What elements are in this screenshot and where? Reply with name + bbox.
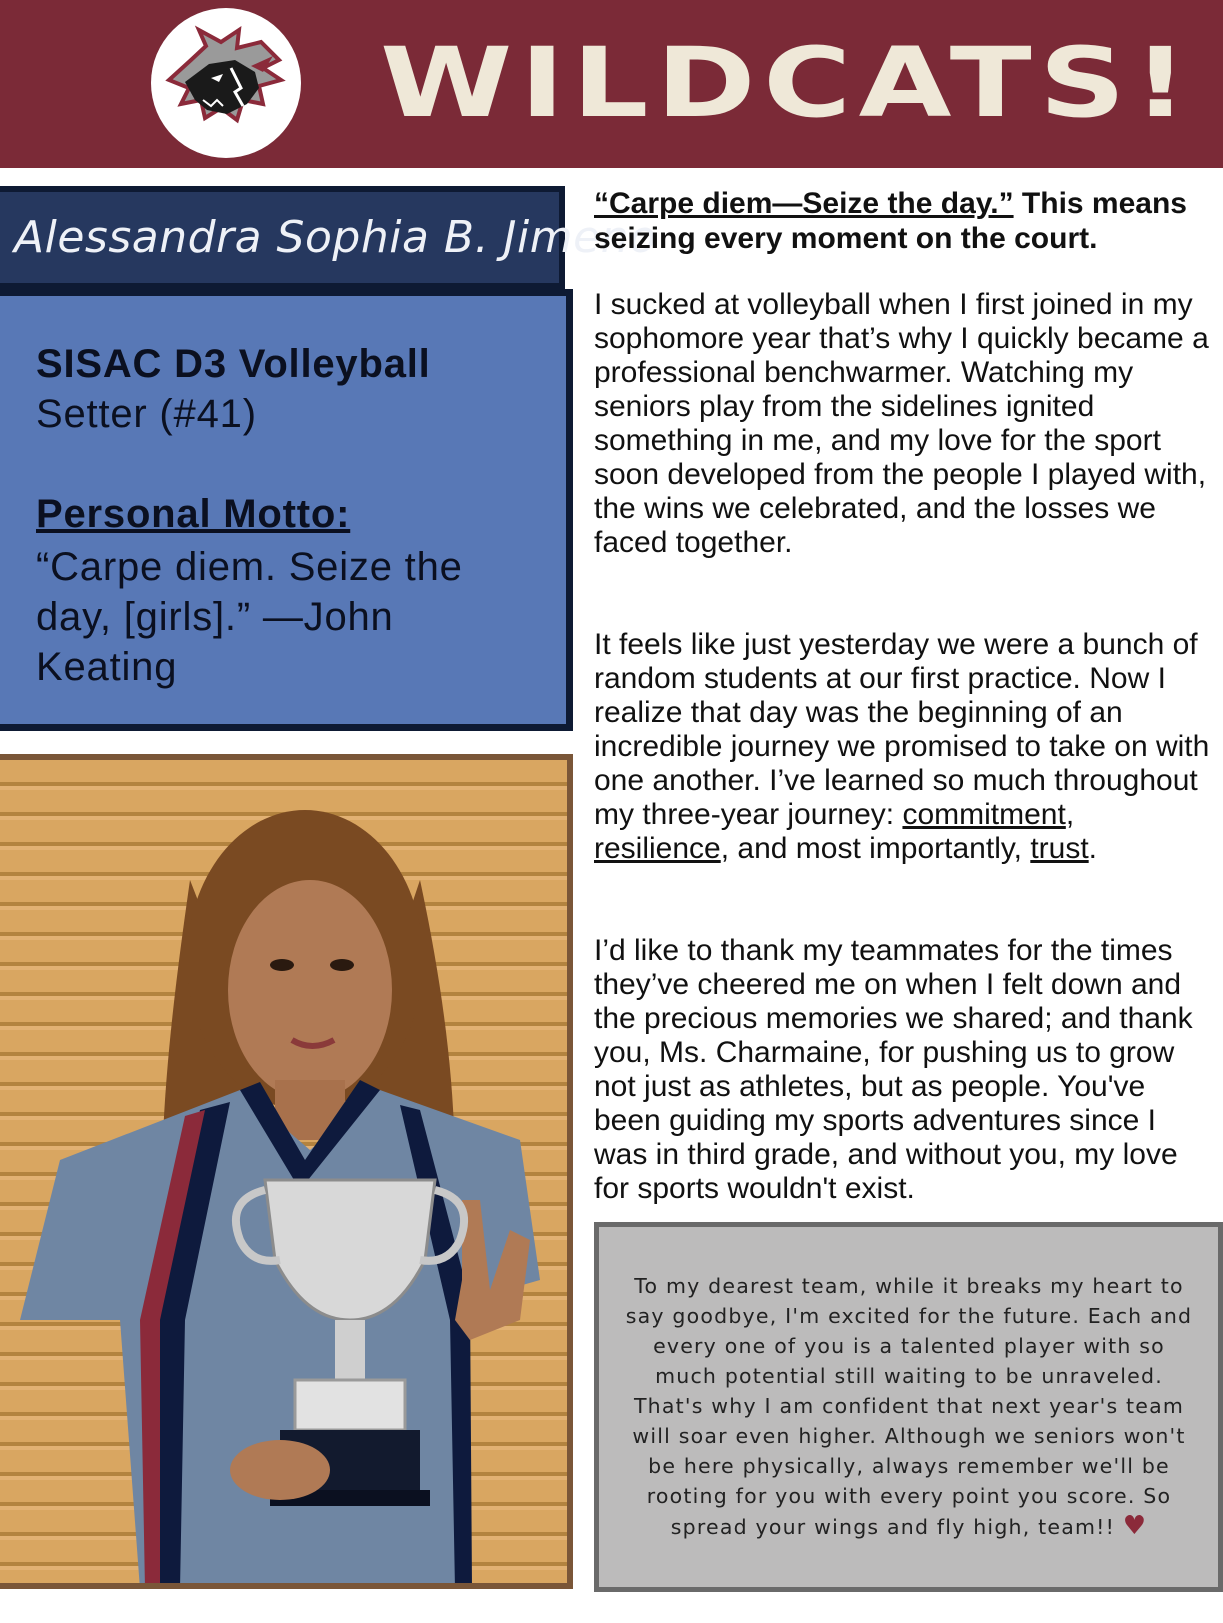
article-paragraph-3: I’d like to thank my teammates for the times they’ve cheered me on when I felt down and the precious memories we shared; and thank you, Ms. Charmaine, for pushing us to grow not just as athletes, but as people. You've been guiding my sports adventures since I was in third grade, and without you, my love for sports wouldn't exist. (594, 934, 1193, 1205)
player-name: Alessandra Sophia B. Jimeno (14, 212, 657, 263)
value-commitment: commitment (902, 798, 1066, 831)
farewell-note (594, 1222, 1223, 1592)
motto-text: “Carpe diem. Seize the day, [girls].” —John Keating (36, 545, 463, 689)
separator-1: , (1065, 798, 1075, 831)
article-paragraph-1: I sucked at volleyball when I first joined in my sophomore year that’s why I quickly became a professional benchwarmer. Watching my seniors play from the sidelines ignited something in me, and my love for the sport soon developed from the people I played with, the wins we celebrated, and the losses we faced together. (594, 288, 1209, 559)
player-photo (0, 754, 573, 1589)
wildcat-mascot-icon (151, 8, 301, 158)
lead-quote: “Carpe diem—Seize the day.” (594, 187, 1014, 220)
header-divider (0, 168, 1223, 172)
info-card (0, 289, 573, 731)
motto-heading: Personal Motto: (36, 492, 351, 536)
position-label: Setter (#41) (36, 392, 257, 436)
lead-rest: This means seizing every moment on the court. (594, 187, 1187, 255)
article-paragraph-2 (594, 628, 1214, 866)
farewell-note-content (623, 1271, 1195, 1542)
farewell-note-text: To my dearest team, while it breaks my heart to say goodbye, I'm excited for the future. Each and every one of you is a talented player with so much potential still waiting to be unraveled. That's why I am confident that next year's team will soar even higher. Although we seniors won't be here physically, always remember we'll be rooting for you with every point you score. So spread your wings and fly high, team!! (625, 1274, 1193, 1539)
article-lead (594, 186, 1214, 256)
paragraph-2-text: It feels like just yesterday we were a bunch of random students at our first practice. Now I realize that day was the beginning of an incredible journey we promised to take on with one another. I’ve learned so much throughout my three-year journey: (594, 628, 1210, 831)
separator-2: , and most importantly, (720, 832, 1031, 865)
wildcat-logo-icon (151, 8, 301, 158)
page-title: WILDCATS! (380, 27, 1196, 139)
header-banner (0, 0, 1223, 168)
name-card (0, 186, 657, 289)
value-trust: trust (1030, 832, 1089, 865)
sport-label: SISAC D3 Volleyball (36, 342, 431, 386)
paragraph-2-end: . (1088, 832, 1098, 865)
heart-icon: ♥ (1122, 1511, 1148, 1541)
player-with-trophy-image (0, 760, 567, 1589)
value-resilience: resilience (594, 832, 721, 865)
